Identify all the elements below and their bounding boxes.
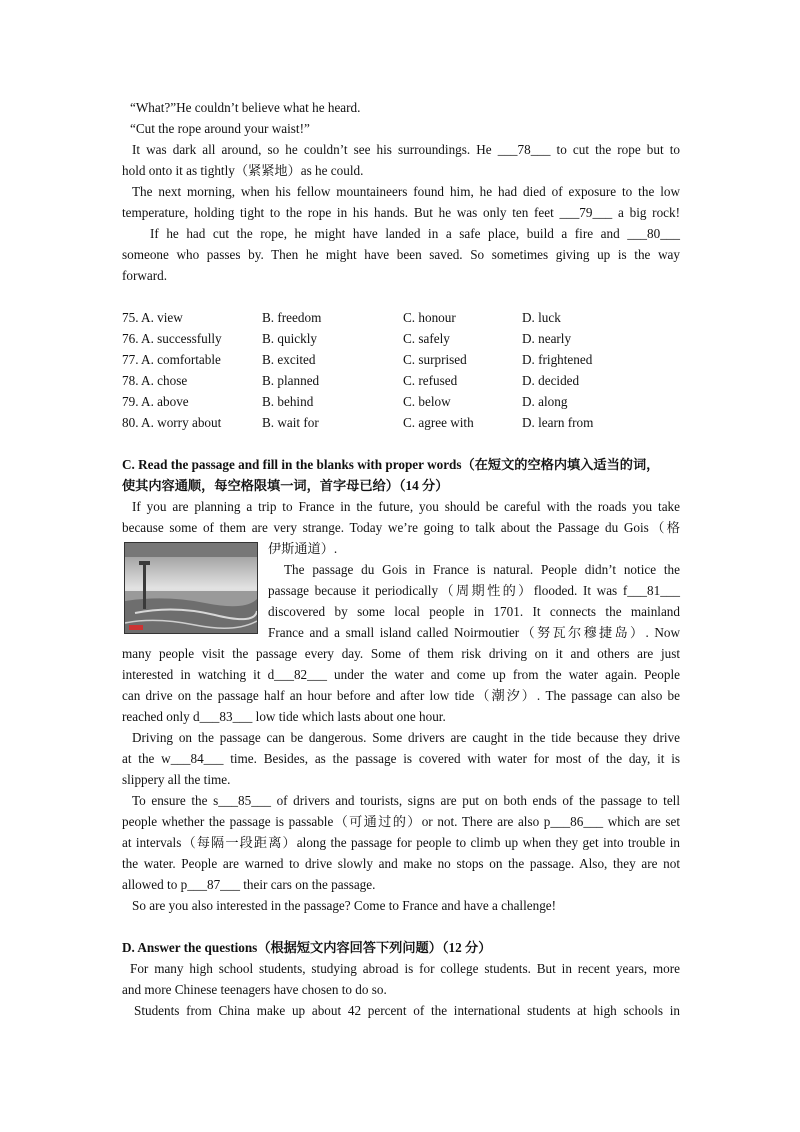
passage-line: forward.: [122, 268, 168, 283]
question-options: [122, 307, 682, 328]
option-a: 76. A. successfully: [122, 331, 222, 346]
passage-line: If he had cut the rope, he might have landed in a safe place, build a fire and ___80___: [150, 226, 680, 241]
passage-line: For many high school students, studying abroad is for college students. But in recent years, more: [130, 961, 680, 976]
passage-line: The next morning, when his fellow mountaineers found him, he had died of exposure to the low: [132, 184, 680, 199]
passage-line: 伊斯通道）.: [268, 541, 338, 556]
passage-line: at the w___84___ time. Besides, as the passage is covered with water for most of the day, it is: [122, 751, 680, 766]
option-c: C. agree with: [403, 415, 474, 430]
passage-line: So are you also interested in the passage? Come to France and have a challenge!: [132, 898, 557, 913]
question-options: [122, 328, 682, 349]
passage-line: France and a small island called Noirmoutier（努瓦尔穆捷岛）. Now: [268, 625, 680, 640]
option-a: 79. A. above: [122, 394, 189, 409]
option-b: B. quickly: [262, 331, 317, 346]
option-b: B. wait for: [262, 415, 319, 430]
passage-line: allowed to p___87___ their cars on the passage.: [122, 877, 376, 892]
option-b: B. behind: [262, 394, 314, 409]
option-d: D. along: [522, 394, 568, 409]
section-d-heading: D. Answer the questions（根据短文内容回答下列问题）（12 分）: [122, 940, 492, 955]
passage-line: discovered by some local people in 1701. It connects the mainland: [268, 604, 680, 619]
passage-line: because some of them are very strange. Today we’re going to talk about the Passage du Gois（格: [122, 520, 680, 535]
passage-line: interested in watching it d___82___ under the water and come up from the water again. People: [122, 667, 680, 682]
question-options: [122, 370, 682, 391]
option-d: D. luck: [522, 310, 561, 325]
passage-line: the water. People are warned to drive slowly and make no stops on the passage. Also, they are not: [122, 856, 680, 871]
question-options: [122, 412, 682, 433]
passage-line: “What?”He couldn’t believe what he heard.: [130, 100, 361, 115]
option-c: C. refused: [403, 373, 458, 388]
option-c: C. below: [403, 394, 451, 409]
option-b: B. planned: [262, 373, 320, 388]
passage-line: It was dark all around, so he couldn’t see his surroundings. He ___78___ to cut the rope but to: [132, 142, 680, 157]
passage-line: “Cut the rope around your waist!”: [130, 121, 310, 136]
passage-line: slippery all the time.: [122, 772, 231, 787]
passage-line: Students from China make up about 42 percent of the international students at high schools in: [134, 1003, 680, 1018]
option-a: 80. A. worry about: [122, 415, 222, 430]
option-d: D. decided: [522, 373, 580, 388]
passage-line: someone who passes by. Then he might have been saved. So sometimes giving up is the way: [122, 247, 680, 262]
option-b: B. freedom: [262, 310, 322, 325]
passage-line: and more Chinese teenagers have chosen to do so.: [122, 982, 387, 997]
option-c: C. honour: [403, 310, 456, 325]
option-c: C. safely: [403, 331, 450, 346]
passage-photo: [124, 542, 258, 634]
option-d: D. frightened: [522, 352, 593, 367]
option-a: 75. A. view: [122, 310, 183, 325]
option-d: D. nearly: [522, 331, 572, 346]
option-a: 78. A. chose: [122, 373, 188, 388]
question-options: [122, 391, 682, 412]
passage-line: reached only d___83___ low tide which lasts about one hour.: [122, 709, 446, 724]
passage-line: To ensure the s___85___ of drivers and tourists, signs are put on both ends of the passage to tell: [132, 793, 680, 808]
passage-line: The passage du Gois in France is natural. People didn’t notice the: [284, 562, 680, 577]
passage-line: If you are planning a trip to France in the future, you should be careful with the roads you take: [132, 499, 680, 514]
section-c-heading: C. Read the passage and fill in the blanks with proper words（在短文的空格内填入适当的词，: [122, 457, 660, 472]
question-options: [122, 349, 682, 370]
passage-line: at intervals（每隔一段距离）along the passage for people to climb up when they get into trouble in: [122, 835, 680, 850]
passage-line: people whether the passage is passable（可通过的）or not. There are also p___86___ which are set: [122, 814, 680, 829]
option-c: C. surprised: [403, 352, 467, 367]
passage-line: Driving on the passage can be dangerous. Some drivers are caught in the tide because they drive: [132, 730, 680, 745]
option-d: D. learn from: [522, 415, 594, 430]
passage-line: can drive on the passage half an hour before and after low tide（潮汐）. The passage can also be: [122, 688, 680, 703]
passage-line: temperature, holding tight to the rope in his hands. But he was only ten feet ___79___ a big rock!: [122, 205, 680, 220]
passage-line: hold onto it as tightly（紧紧地）as he could.: [122, 163, 364, 178]
option-a: 77. A. comfortable: [122, 352, 221, 367]
section-c-heading: 使其内容通顺，每空格限填一词，首字母已给）（14 分）: [122, 478, 449, 493]
passage-line: passage because it periodically（周期性的）flooded. It was f___81___: [268, 583, 680, 598]
option-b: B. excited: [262, 352, 316, 367]
passage-line: many people visit the passage every day. Some of them risk driving on it and others are just: [122, 646, 680, 661]
